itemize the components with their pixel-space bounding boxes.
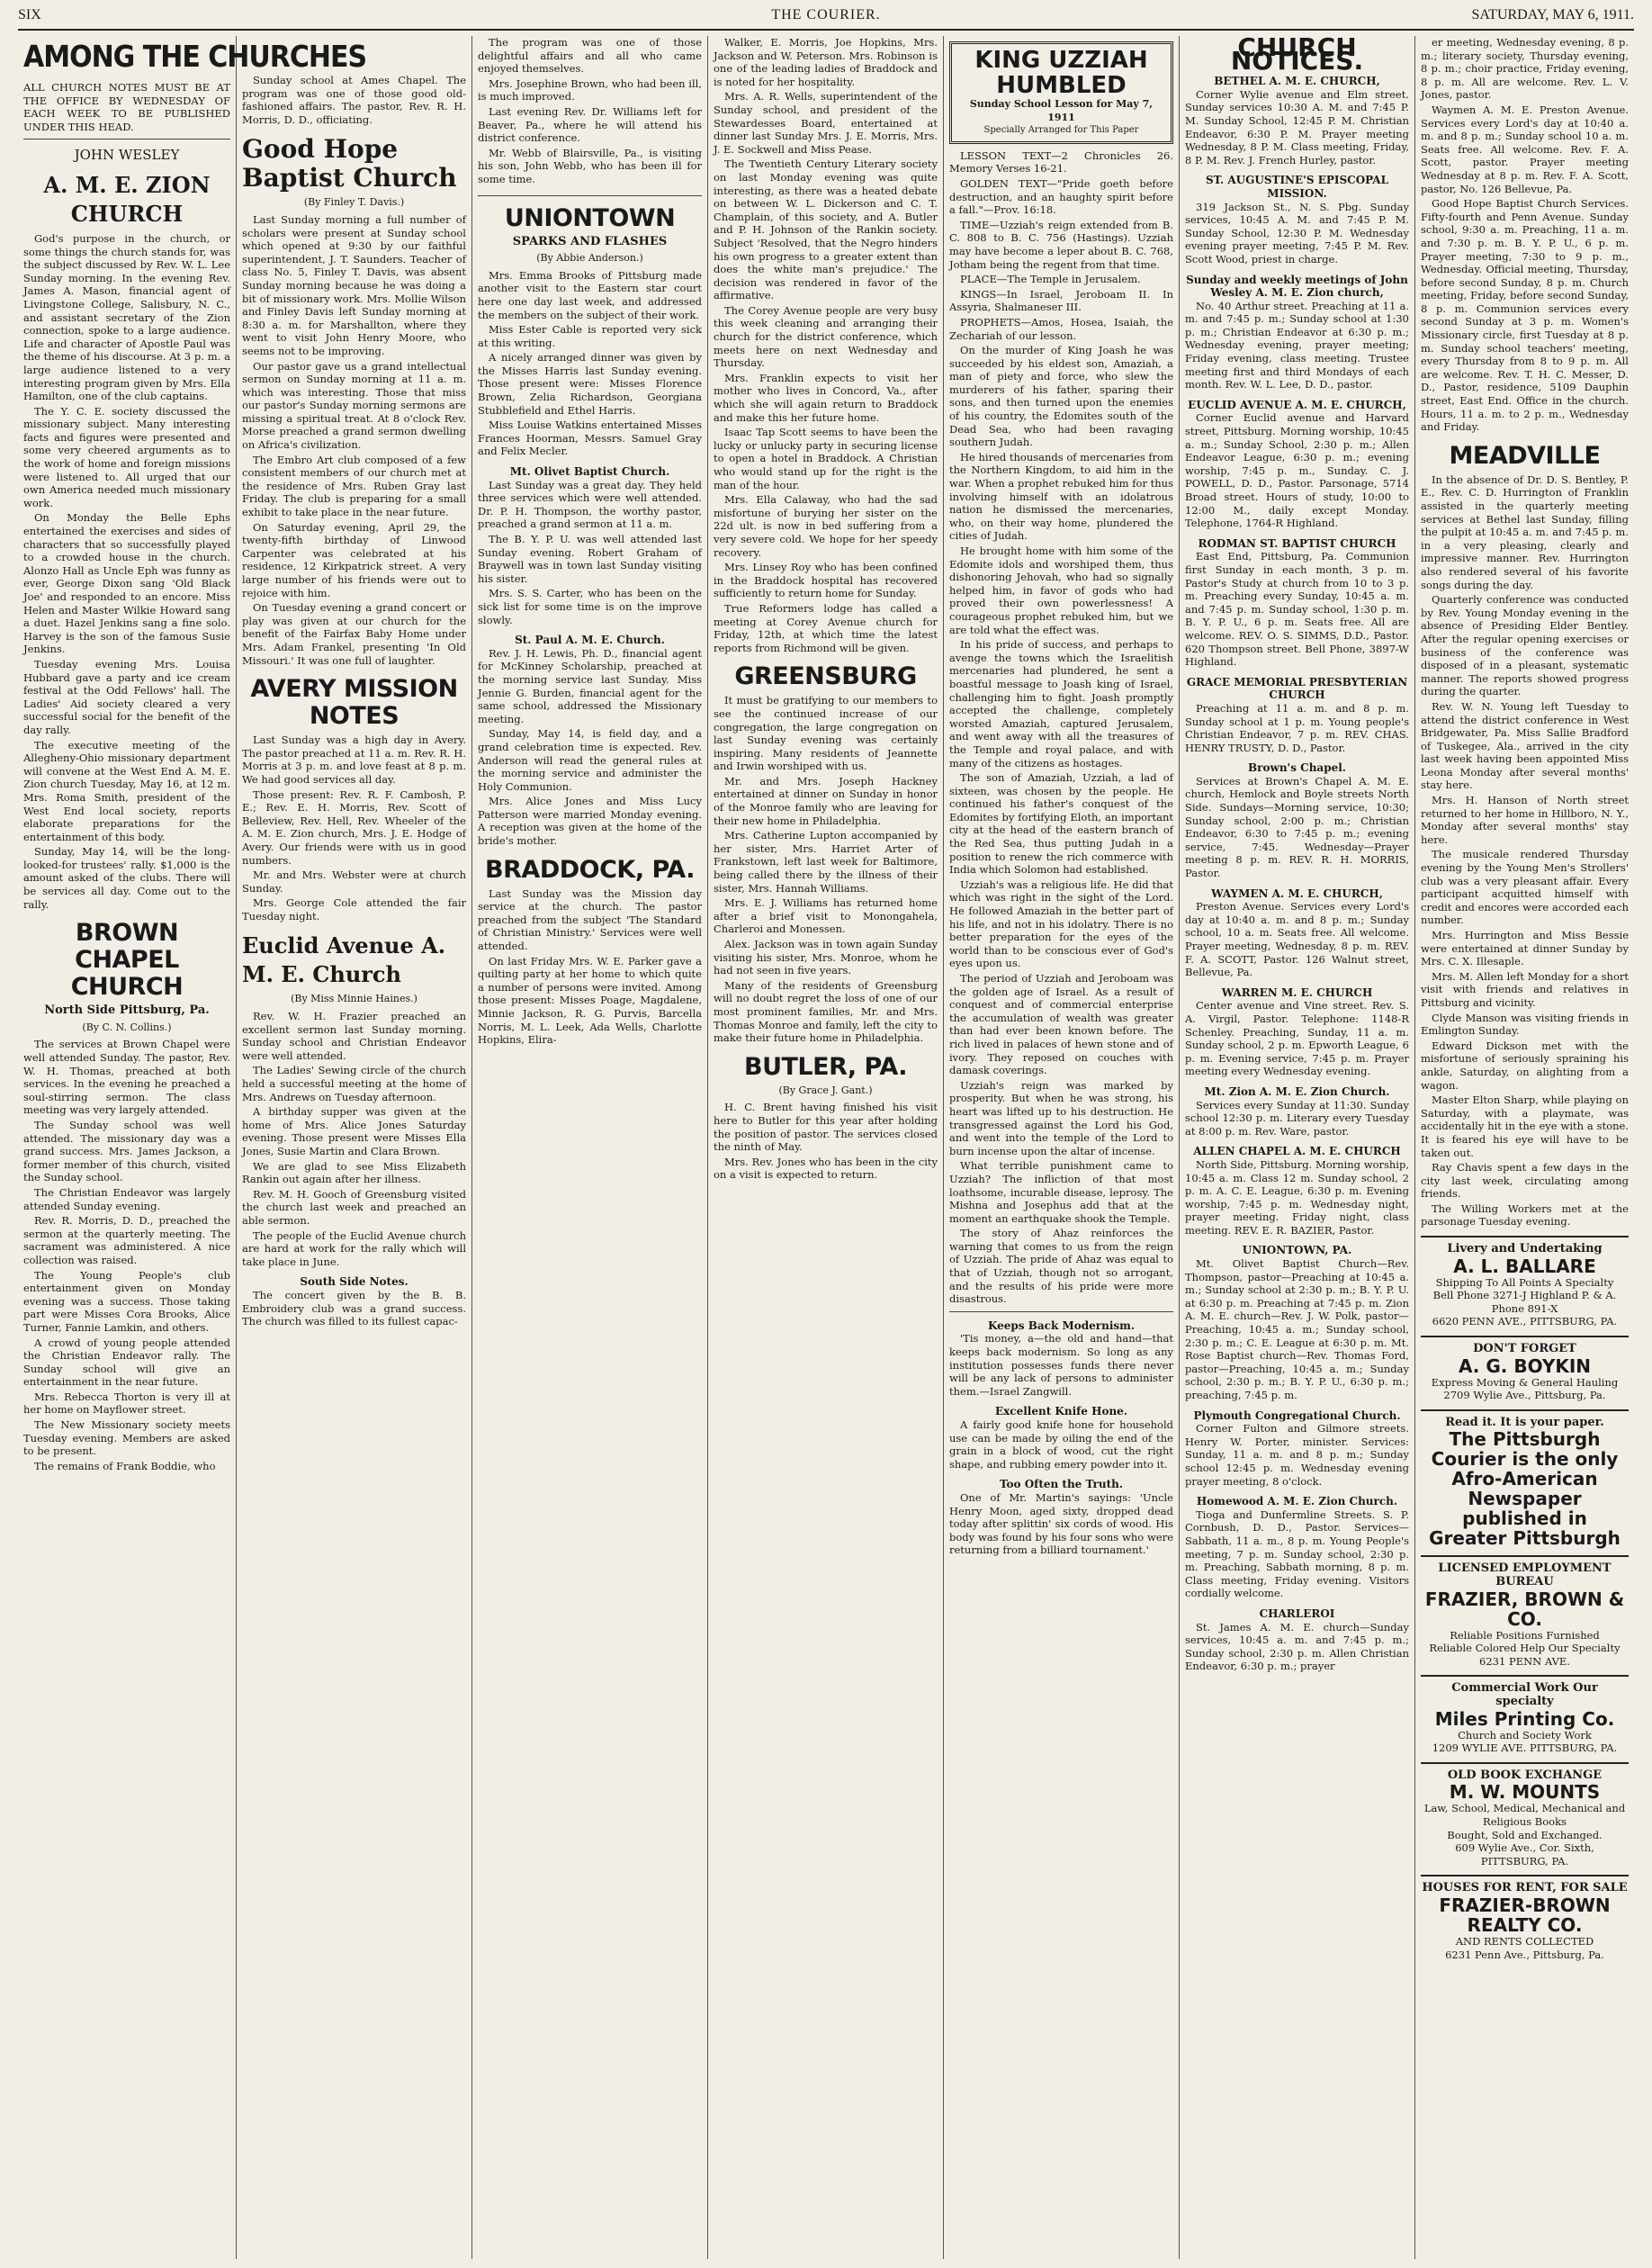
ad-line: Commercial Work Our specialty — [1451, 1681, 1598, 1708]
church-notice — [1185, 274, 1409, 392]
church-notice — [1185, 1607, 1409, 1673]
church-notice — [1185, 1085, 1409, 1138]
lesson-note: Specially Arranged for This Paper — [983, 125, 1139, 136]
article-paragraph: We are glad to see Miss Elizabeth Rankin out again after her illness. — [242, 1159, 466, 1186]
church-heading: A. M. E. ZION CHURCH — [43, 171, 211, 227]
article-paragraph: The Sunday school was well attended. The missionary day was a grand success. Mrs. James Jackson, a former member of this church, visited the Sunday school. — [23, 1119, 230, 1184]
article-paragraph: Mrs. Rev. Jones who has been in the city on a visit is expected to return. — [714, 1155, 938, 1182]
church-notice-text: St. James A. M. E. church—Sunday services, 10:45 a. m. and 7:45 p. m.; Sunday school, 2:30 p. m. Allen Christian Endeavor, 6:30 p. m.; prayer — [1185, 1620, 1409, 1673]
article-paragraph: What terrible punishment came to Uzziah? The infliction of that most loathsome, incurable disease, leprosy. The Mishna and Josephus add that at the moment an earthquake shook the Temple. — [949, 1159, 1173, 1225]
advertiser-name: Miles Printing Co. — [1434, 1707, 1615, 1730]
article-paragraph: He brought home with him some of the Edomite idols and worshiped them, thus dishonoring Jehovah, who had so signally helped him, in favor of gods who had proved their own powerlessness! A courageous prophet rebuked him, but we are told what the effect was. — [949, 544, 1173, 636]
byline: (By Finley T. Davis.) — [303, 196, 405, 209]
church-notice — [1185, 1145, 1409, 1237]
article-paragraph: On Monday the Belle Ephs entertained the exercises and sides of characters that so successfully played to a crowded house in the church. Alonzo Hall as Uncle Eph was funny as ever, George Dixon sang 'Old Black Joe' and responded to an encore. Miss Helen and Master Wilkie Howard sang a duet. Hazel Jenkins sang a fine solo. Harvey is the son of the famous Susie Jenkins. — [23, 511, 230, 656]
church-notice-text: Services every Sunday at 11:30. Sunday school 12:30 p. m. Literary every Tuesday at 8:00 p. m. Rev. Ware, pastor. — [1185, 1098, 1409, 1138]
filler-heading: Excellent Knife Hone. — [994, 1405, 1127, 1418]
byline: (By C. N. Collins.) — [82, 1021, 172, 1033]
church-notice-name: Homewood A. M. E. Zion Church. — [1196, 1495, 1398, 1508]
church-notice — [1185, 1244, 1409, 1401]
ad-line: 6620 PENN AVE., PITTSBURG, PA. — [1432, 1315, 1618, 1328]
article-paragraph: Master Elton Sharp, while playing on Saturday, with a playmate, was accidentally hit in the eye with a stone. It is feared his eye will have to be taken out. — [1421, 1094, 1629, 1159]
lesson-subtitle: Sunday School Lesson for May 7, 1911 — [969, 98, 1154, 123]
article-paragraph: The Willing Workers met at the parsonage Tuesday evening. — [1421, 1202, 1629, 1228]
article-paragraph: Miss Louise Watkins entertained Misses Frances Hoorman, Messrs. Samuel Gray and Felix Mecler. — [478, 418, 702, 458]
ad-line: Law, School, Medical, Mechanical and Religious Books — [1423, 1802, 1626, 1828]
ad-line: Express Moving & General Hauling — [1431, 1375, 1619, 1389]
filler-heading: Too Often the Truth. — [999, 1478, 1124, 1491]
advertisement — [1421, 1555, 1629, 1668]
article-paragraph: The services at Brown Chapel were well attended Sunday. The pastor, Rev. W. H. Thomas, preached at both services. In the evening he preached a soul-stirring sermon. The class meeting was very largely attended. — [23, 1038, 230, 1117]
article-paragraph: Uzziah's reign was marked by prosperity. But when he was strong, his heart was lifted up to his destruction. He transgressed against the Lord his God, and went into the temple of the Lord to burn incense upon the altar of incense. — [949, 1078, 1173, 1157]
church-notice-name: ALLEN CHAPEL A. M. E. CHURCH — [1193, 1145, 1401, 1158]
byline: (By Miss Minnie Haines.) — [291, 993, 417, 1005]
advertisement — [1421, 1409, 1629, 1549]
town-heading: GREENSBURG — [734, 662, 917, 691]
ad-line: AND RENTS COLLECTED — [1455, 1934, 1594, 1948]
article-paragraph: Mrs. M. Allen left Monday for a short visit with friends and relatives in Pittsburg and vicinity. — [1421, 969, 1629, 1009]
article-paragraph: Good Hope Baptist Church Services. Fifty-fourth and Penn Avenue. Sunday school, 9:30 a. m. Preaching, 11 a. m. and 7:30 p. m. B. Y. P. U., 6 p. m. Prayer meeting, 7:30 to 9 p. m., Wednesday. Official meeting, Thursday, before second Sunday, 8 p. m. Church meeting, Friday, before second Sunday, 8 p. m. Communion services every second Sunday at 3 p. m. Women's Missionary circle, first Tuesday at 8 p. m. Sunday school teachers' meeting, every Thursday from 8 to 9 p. m. All are welcome. Rev. T. H. C. Messer, D. D., Pastor, residence, 5109 Dauphin street, East End. Office in the church. Hours, 11 a. m. to 2 p. m., Wednesday and Friday. — [1421, 197, 1629, 434]
article-paragraph: Mrs. Emma Brooks of Pittsburg made another visit to the Eastern star court here one day last week, and addressed the members on the subject of their work. — [478, 268, 702, 321]
article-paragraph: Mrs. A. R. Wells, superintendent of the Sunday school, and president of the Stewardesses Board, entertained at dinner last Sunday Mrs. J. E. Morris, Mrs. J. E. Sockwell and Miss Pease. — [714, 90, 938, 156]
advertisement — [1421, 1336, 1629, 1402]
church-notice-text: Corner Wylie avenue and Elm street. Sunday services 10:30 A. M. and 7:45 P. M. Sunday School, 12:45 P. M. Christian Endeavor, 6:30 P. M. Prayer meeting Wednesday, 8 P. M. Class meeting, Friday, 8 P. M. Rev. J. French Hurley, pastor. — [1185, 87, 1409, 166]
article-paragraph: Last evening Rev. Dr. Williams left for Beaver, Pa., where he will attend his district conference. — [478, 104, 702, 145]
church-notice-text: Tioga and Dunfermline Streets. S. P. Cornbush, D. D., Pastor. Services—Sabbath, 11 a. m., 8 p. m. Young People's meeting, 7 p. m. Sunday school, 2:30 p. m. Preaching, Sabbath morning, 8 p. m. Class meeting, Friday evening. Visitors cordially welcome. — [1185, 1508, 1409, 1600]
church-notice-name: ST. AUGUSTINE'S EPISCOPAL MISSION. — [1205, 174, 1389, 200]
advertisement — [1421, 1762, 1629, 1868]
church-notice-text: Corner Fulton and Gilmore streets. Henry W. Porter, minister. Services: Sunday, 11 a. m. and 8 p. m.; Sunday school 12:45 p. m. Wednesday evening prayer meeting, 8 o'clock. — [1185, 1422, 1409, 1488]
article-paragraph: PROPHETS—Amos, Hosea, Isaiah, the Zechariah of our lesson. — [949, 315, 1173, 342]
church-notice-text: No. 40 Arthur street. Preaching at 11 a. m. and 7:45 p. m.; Sunday school at 1:30 p. m.; Christian Endeavor at 6:30 p. m.; Wednesday evening, prayer meeting; Friday evening, class meeting. Trustee meeting first and third Mondays of each month. Rev. W. L. Lee, D. D., pastor. — [1185, 299, 1409, 392]
church-notice — [1185, 537, 1409, 669]
article-paragraph: Ray Chavis spent a few days in the city last week, circulating among friends. — [1421, 1161, 1629, 1201]
ad-line: 609 Wylie Ave., Cor. Sixth, PITTSBURG, PA. — [1455, 1841, 1594, 1868]
article-paragraph: A nicely arranged dinner was given by the Misses Harris last Sunday evening. Those present were: Misses Florence Brown, Zelia Richardson, Georgiana Stubblefield and Ethel Harris. — [478, 351, 702, 417]
column-5 — [944, 36, 1179, 2259]
article-paragraph: Mrs. Franklin expects to visit her mother who lives in Concord, Va., after which she will again return to Braddock and make this her future home. — [714, 371, 938, 424]
section-subhead: Mt. Olivet Baptist Church. — [509, 465, 670, 479]
article-paragraph: PLACE—The Temple in Jerusalem. — [960, 273, 1141, 286]
article-paragraph: It must be gratifying to our members to see the continued increase of our congregation, the large congregation on last Sunday evening was certainly inspiring. Many residents of Jeannette and Irwin worshiped with us. — [714, 694, 938, 773]
church-notices-list — [1185, 75, 1409, 1673]
section-title: AMONG THE CHURCHES — [23, 40, 367, 75]
advertisement — [1421, 1875, 1629, 1961]
article-paragraph: Rev. J. H. Lewis, Ph. D., financial agent for McKinney Scholarship, preached at the morning service last Sunday. Miss Jennie G. Burden, financial agent for the same school, addressed the Missionary meeting. — [478, 646, 702, 725]
article-paragraph: The Corey Avenue people are very busy this week cleaning and arranging their church for the district conference, which meets here on next Wednesday and Thursday. — [714, 303, 938, 370]
church-notice-name: Brown's Chapel. — [1248, 761, 1346, 775]
church-notice — [1185, 887, 1409, 979]
article-paragraph: The Embro Art club composed of a few consistent members of our church met at the residence of Mrs. Ruben Gray last Friday. The club is preparing for a small exhibit to take place in the near future. — [242, 453, 466, 519]
ad-line: Reliable Positions Furnished — [1450, 1628, 1600, 1642]
article-paragraph: Rev. W. N. Young left Tuesday to attend the district conference in West Bridgewater, Pa. Miss Sallie Bradford of Tuskegee, Ala., arrived in the city last week having been appointed Miss Leona Monday after several months' stay here. — [1421, 699, 1629, 792]
ad-line: 6231 PENN AVE. — [1479, 1654, 1570, 1668]
article-paragraph: The story of Ahaz reinforces the warning that comes to us from the reign of Uzziah. The pride of Ahaz was equal to that of Uzziah, though not so arrogant, and the results of his pride were more disastrous. — [949, 1227, 1173, 1306]
article-paragraph: Mrs. S. S. Carter, who has been on the sick list for some time is on the improve slowly. — [478, 587, 702, 626]
church-notice-text: East End, Pittsburg, Pa. Communion first Sunday in each month, 3 p. m. Pastor's Study at church from 10 to 3 p. m. Preaching every Sunday, 10:45 a. m. and 7:45 p. m. Sunday school, 1:30 p. m. B. Y. P. U., 6 p. m. Seats free. All are welcome. REV. O. S. SIMMS, D.D., Pastor. 620 Thompson street. Bell Phone, 3897-W Highland. — [1185, 550, 1409, 669]
article-paragraph: The Young People's club entertainment given on Monday evening was a success. Those taking part were Misses Cora Brooks, Alice Turner, Fannie Lamkin, and others. — [23, 1268, 230, 1334]
ad-line: HOUSES FOR RENT, FOR SALE — [1422, 1881, 1628, 1895]
article-paragraph: Isaac Tap Scott seems to have been the lucky or unlucky party in securing license to open a hotel in Braddock. A Christian who would stand up for the right is the man of the hour. — [714, 426, 938, 491]
article-paragraph: On Tuesday evening a grand concert or play was given at our church for the benefit of the Fairfax Baby Home under Mrs. Adam Frankel, presenting 'In Old Missouri.' It was one full of laughter. — [242, 601, 466, 667]
church-notice-name: WARREN M. E. CHURCH — [1221, 986, 1373, 999]
church-heading: BROWN CHAPEL CHURCH — [70, 919, 184, 1002]
article-paragraph: The Christian Endeavor was largely attended Sunday evening. — [23, 1185, 230, 1212]
article-paragraph: A birthday supper was given at the home of Mrs. Alice Jones Saturday evening. Those present were Misses Ella Jones, Susie Martin and Clara Brown. — [242, 1105, 466, 1157]
article-paragraph: H. C. Brent having finished his visit here to Butler for this year after holding the position of pastor. The services closed the ninth of May. — [714, 1101, 938, 1154]
article-paragraph: Mr. and Mrs. Webster were at church Sunday. — [242, 868, 466, 895]
advertiser-name: A. G. BOYKIN — [1458, 1354, 1592, 1377]
article-paragraph: Clyde Manson was visiting friends in Emlington Sunday. — [1421, 1011, 1629, 1038]
article-paragraph: Many of the residents of Greensburg will no doubt regret the loss of one of our most prominent families, Mr. and Mrs. Thomas Monroe and family, left the city to make their future home in Philadelphia. — [714, 978, 938, 1045]
article-paragraph: Mrs. Catherine Lupton accompanied by her sister, Mrs. Harriet Arter of Frankstown, left last week for Baltimore, being called there by the illness of their sister, Mrs. Hannah Williams. — [714, 829, 938, 895]
article-paragraph: One of Mr. Martin's sayings: 'Uncle Henry Moon, aged sixty, dropped dead today after splittin' six cords of wood. His body was found by his four sons who were returning from a billiard tournament.' — [949, 1490, 1173, 1557]
paper-name: THE COURIER. — [771, 7, 881, 22]
article-paragraph: A crowd of young people attended the Christian Endeavor rally. The Sunday school will give an entertainment in the near future. — [23, 1336, 230, 1389]
article-paragraph: Mr. Webb of Blairsville, Pa., is visiting his son, John Webb, who has been ill for some time. — [478, 146, 702, 185]
ad-line: OLD BOOK EXCHANGE — [1447, 1768, 1603, 1782]
masthead — [18, 5, 1634, 31]
church-notice — [1185, 986, 1409, 1078]
article-paragraph: Last Sunday was a high day in Avery. The pastor preached at 11 a. m. Rev. R. H. Morris at 3 p. m. and love feast at 8 p. m. We had good services all day. — [242, 734, 466, 786]
article-paragraph: In his pride of success, and perhaps to avenge the towns which the Israelitish mercenaries had plundered, he sent a boastful message to Joash king of Israel, challenging him to fight. Joash promptly accepted the challenge, completely worsted Amaziah, captured Jerusalem, and went away with all the treasures of the Temple and royal palace, and with many of the citizens as hostages. — [949, 638, 1173, 770]
article-paragraph: The New Missionary society meets Tuesday evening. Members are asked to be present. — [23, 1418, 230, 1458]
town-heading: UNIONTOWN — [504, 203, 676, 232]
church-heading: Euclid Avenue A. M. E. Church — [242, 932, 446, 988]
article-paragraph: Mrs. H. Hanson of North street returned to her home in Hillboro, N. Y., Monday after several months' stay here. — [1421, 794, 1629, 846]
church-notice — [1185, 1409, 1409, 1489]
article-paragraph: True Reformers lodge has called a meeting at Corey Avenue church for Friday, 12th, at which time the latest reports from Richmond will be given. — [714, 601, 938, 654]
article-paragraph: Mrs. E. J. Williams has returned home after a brief visit to Monongahela, Charleroi and Monessen. — [714, 896, 938, 936]
page-number: SIX — [18, 7, 41, 22]
article-paragraph: Mrs. Josephine Brown, who had been ill, is much improved. — [478, 76, 702, 104]
article-paragraph: Mrs. George Cole attended the fair Tuesday night. — [242, 896, 466, 922]
article-paragraph: Mrs. Rebecca Thorton is very ill at her home on Mayflower street. — [23, 1390, 230, 1417]
lesson-title: KING UZZIAH HUMBLED — [974, 47, 1148, 99]
church-notice-text: 319 Jackson St., N. S. Pbg. Sunday services, 10:45 A. M. and 7:45 P. M. Sunday School, 12:30 P. M. Wednesday evening prayer meeting, 7:45 P. M. Rev. Scott Wood, priest in charge. — [1185, 200, 1409, 266]
church-notice — [1185, 399, 1409, 530]
church-notice — [1185, 174, 1409, 266]
church-notice-text: Services at Brown's Chapel A. M. E. church, Hemlock and Boyle streets North Side. Sundays—Morning service, 10:30; Sunday school, 2:00 p. m.; Christian Endeavor, 6:30 to 7:45 p. m.; evening service, 7:45. Wednesday—Prayer meeting 8 p. m. REV. R. H. MORRIS, Pastor. — [1185, 774, 1409, 880]
article-paragraph: TIME—Uzziah's reign extended from B. C. 808 to B. C. 756 (Hastings). Uzziah may have become a leper about B. C. 768, Jotham being the regent from that time. — [949, 218, 1173, 271]
article-paragraph: In the absence of Dr. D. S. Bentley, P. E., Rev. C. D. Hurrington of Franklin assisted in the quarterly meeting services at Bethel last Sunday, filling the pulpit at 10:45 a. m. and 7:45 p. m. in a very pleasing, clearly and impressive manner. Rev. Hurrington also rendered several of his favorite songs during the day. — [1421, 472, 1629, 591]
church-notice-name: EUCLID AVENUE A. M. E. CHURCH, — [1188, 398, 1406, 411]
column-7 — [1415, 36, 1634, 2259]
article-paragraph: God's purpose in the church, or some things the church stands for, was the subject discussed by Rev. W. L. Lee Sunday morning. In the evening Rev. James A. Mason, financial agent of Livingstone College, Salisbury, N. C., and assistant secretary of the Zion connection, spoke to a large audience. Life and character of Apostle Paul was the theme of his discourse. At 3 p. m. a large audience listened to a very interesting program given by Mrs. Ella Hamilton, one of the club captains. — [23, 231, 230, 403]
article-paragraph: Sunday, May 14, will be the long-looked-for trustees' rally. $1,000 is the amount asked of the clubs. There will be services all day. Come out to the rally. — [23, 845, 230, 911]
town-heading: BRADDOCK, PA. — [485, 855, 695, 884]
advertisements — [1421, 1236, 1629, 1961]
article-paragraph: Our pastor gave us a grand intellectual sermon on Sunday morning at 11 a. m. which was interesting. Those that miss our pastor's Sunday morning sermons are missing a spiritual treat. At 8 o'clock Rev. Morse preached a grand sermon dwelling on Africa's civilization. — [242, 359, 466, 452]
article-paragraph: Sunday, May 14, is field day, and a grand celebration time is expected. Rev. Anderson will read the general rules at the morning service and administer the Holy Communion. — [478, 727, 702, 793]
article-paragraph: LESSON TEXT—2 Chronicles 26. Memory Verses 16-21. — [949, 148, 1173, 176]
ad-line: Livery and Undertaking — [1447, 1242, 1603, 1256]
ad-line: Bought, Sold and Exchanged. — [1447, 1828, 1603, 1841]
column-6 — [1180, 32, 1414, 2259]
section-subhead: St. Paul A. M. E. Church. — [515, 634, 665, 647]
church-notice-name: UNIONTOWN, PA. — [1242, 1244, 1352, 1257]
article-paragraph: 'Tis money, a—the old and hand—that keeps back modernism. So long as any institution possesses funds there never will be any lack of persons to administer them.—Israel Zangwill. — [949, 1332, 1173, 1398]
ad-line: Bell Phone 3271-J Highland P. & A. Phone 891-X — [1432, 1289, 1617, 1315]
advertiser-name: A. L. BALLARE — [1453, 1255, 1596, 1277]
ad-line: 2709 Wylie Ave., Pittsburg, Pa. — [1443, 1389, 1606, 1402]
church-notice-text: Center avenue and Vine street. Rev. S. A. Virgil, Pastor. Telephone: 1148-R Schenley. Preaching, Sunday, 11 a. m. Sunday school, 2 p. m. Epworth League, 6 p. m. Evening service, 7:45 p. m. Prayer meeting every Wednesday evening. — [1185, 999, 1409, 1078]
article-paragraph: Mrs. Hurrington and Miss Bessie were entertained at dinner Sunday by Mrs. C. X. Illesaple. — [1421, 929, 1629, 968]
article-paragraph: The remains of Frank Boddie, who — [34, 1459, 216, 1472]
column-3 — [472, 36, 707, 2259]
church-subtitle: North Side Pittsburg, Pa. — [44, 1004, 210, 1018]
church-notice-name: Plymouth Congregational Church. — [1193, 1408, 1401, 1422]
ad-line: Reliable Colored Help Our Specialty — [1429, 1642, 1621, 1655]
article-paragraph: Mr. and Mrs. Joseph Hackney entertained at dinner on Sunday in honor of the Monroe family who are leaving for their new home in Philadelphia. — [714, 774, 938, 827]
article-paragraph: On Saturday evening, April 29, the twenty-fifth birthday of Linwood Carpenter was celebrated at his residence, 12 Kirkpatrick street. A very large number of his friends were out to rejoice with him. — [242, 520, 466, 599]
ad-line: 1209 WYLIE AVE. PITTSBURG, PA. — [1432, 1742, 1618, 1755]
article-paragraph: Walker, E. Morris, Joe Hopkins, Mrs. Jackson and W. Peterson. Mrs. Robinson is one of the leading ladies of Braddock and is noted for her hospitality. — [714, 36, 938, 88]
advertiser-name: FRAZIER-BROWN REALTY CO. — [1439, 1894, 1611, 1936]
article-paragraph: He hired thousands of mercenaries from the Northern Kingdom, to aid him in the war. When a prophet rebuked him for thus involving himself with an idolatrous nation he dismissed the mercenaries, who, on their way home, plundered the cities of Judah. — [949, 450, 1174, 543]
byline: (By Abbie Anderson.) — [536, 252, 643, 265]
church-notice — [1185, 1495, 1409, 1600]
church-notice-name: GRACE MEMORIAL PRESBYTERIAN CHURCH — [1186, 675, 1408, 702]
section-subhead: South Side Notes. — [300, 1275, 409, 1289]
church-notice-text: North Side, Pittsburg. Morning worship, 10:45 a. m. Class 12 m. Sunday school, 2 p. m. A. C. E. League, 6:30 p. m. Evening worship, 7:45 p. m. Wednesday night, prayer meeting. Friday night, class meeting. REV. E. R. BAZIER, Pastor. — [1185, 1157, 1409, 1237]
church-notice-name: WAYMEN A. M. E. CHURCH, — [1211, 886, 1383, 900]
ad-line: 6231 Penn Ave., Pittsburg, Pa. — [1445, 1948, 1604, 1961]
article-paragraph: Waymen A. M. E. Preston Avenue. Services every Lord's day at 10:40 a. m. and 8 p. m.; Sunday school 10 a. m. Seats free. All welcome. Rev. F. A. Scott, pastor. Prayer meeting Wednesday at 8 p. m. Rev. F. A. Scott, pastor, No. 126 Bellevue, Pa. — [1421, 103, 1629, 195]
article-paragraph: The people of the Euclid Avenue church are hard at work for the rally which will take place in June. — [242, 1228, 466, 1268]
church-heading: Good Hope Baptist Church — [242, 134, 457, 194]
notices-title: CHURCH NOTICES. — [1230, 32, 1364, 76]
advertiser-name: FRAZIER, BROWN & CO. — [1424, 1588, 1625, 1630]
church-notice-text: Preaching at 11 a. m. and 8 p. m. Sunday school at 1 p. m. Young people's Christian Endeavor, 7 p. m. REV. CHAS. HENRY TRUSTY, D. D., Pastor. — [1185, 701, 1409, 754]
article-paragraph: Mrs. Ella Calaway, who had the sad misfortune of burying her sister on the 22d ult. is now in bed suffering from a very severe cold. We hope for her speedy recovery. — [714, 493, 938, 559]
church-notice-name: Mt. Zion A. M. E. Zion Church. — [1204, 1084, 1390, 1098]
article-paragraph: Miss Ester Cable is reported very sick at this writing. — [478, 323, 702, 349]
advertisement — [1421, 1675, 1629, 1754]
advertisement — [1421, 1236, 1629, 1328]
article-paragraph: Tuesday evening Mrs. Louisa Hubbard gave a party and ice cream festival at the Odd Fellows' hall. The Ladies' Aid society cleared a very successful social for the benefit of the day rally. — [23, 657, 230, 736]
article-paragraph: A fairly good knife hone for household use can be made by oiling the end of the grain in a block of wood, cut the right shape, and rubbing emery powder into it. — [949, 1418, 1173, 1471]
article-paragraph: Rev. R. Morris, D. D., preached the sermon at the quarterly meeting. The sacrament was administered. A nice collection was raised. — [23, 1214, 230, 1266]
ad-line: DON'T FORGET — [1473, 1342, 1576, 1356]
article-paragraph: KINGS—In Israel, Jeroboam II. In Assyria, Shalmaneser III. — [949, 287, 1173, 314]
article-paragraph: The program was one of those delightful affairs and all who came enjoyed themselves. — [478, 36, 702, 76]
church-notice — [1185, 676, 1409, 755]
town-heading: BUTLER, PA. — [744, 1052, 907, 1081]
church-notice-name: CHARLEROI — [1259, 1606, 1335, 1620]
church-notice-name: BETHEL A. M. E. CHURCH, — [1214, 75, 1380, 88]
lesson-box — [949, 41, 1173, 144]
article-paragraph: Rev. W. H. Frazier preached an excellent sermon last Sunday morning. Sunday school and Christian Endeavor were well attended. — [242, 1010, 466, 1062]
article-paragraph: Last Sunday was a great day. They held three services which were well attended. Dr. P. H. Thompson, the worthy pastor, preached a grand sermon at 11 a. m. — [478, 478, 702, 531]
article-paragraph: Quarterly conference was conducted by Rev. Young Monday evening in the absence of Presiding Elder Bentley. After the regular opening exercises or business of the conference was disposed of in a pleasant, systematic manner. The reports showed progress during the quarter. — [1421, 593, 1629, 698]
article-paragraph: Edward Dickson met with the misfortune of seriously spraining his ankle, Saturday, on alighting from a wagon. — [1421, 1039, 1629, 1092]
ad-line: Church and Society Work — [1458, 1728, 1592, 1742]
notice: ALL CHURCH NOTES MUST BE AT THE OFFICE BY WEDNESDAY OF EACH WEEK TO BE PUBLISHED UNDER THIS HEAD. — [23, 81, 230, 140]
article-paragraph: Sunday school at Ames Chapel. The program was one of those good old-fashioned affairs. The pastor, Rev. R. H. Morris, D. D., officiating. — [242, 74, 466, 126]
church-pre-title: JOHN WESLEY — [74, 147, 180, 164]
church-notice-text: Preston Avenue. Services every Lord's day at 10:40 a. m. and 8 p. m.; Sunday school, 10 a. m. Seats free. All welcome. Prayer meeting, Wednesday, 8 p. m. REV. F. A. SCOTT, Pastor. 126 Walnut street, Bellevue, Pa. — [1185, 900, 1409, 979]
article-paragraph: The son of Amaziah, Uzziah, a lad of sixteen, was chosen by the people. He continued his father's conquest of the Edomites by fortifying Eloth, an important city at the head of the eastern branch of the Red Sea, thus putting Judah in a position to renew the rich commerce with India which Solomon had established. — [949, 771, 1173, 877]
ad-line: LICENSED EMPLOYMENT BUREAU — [1438, 1562, 1612, 1588]
article-paragraph: The period of Uzziah and Jeroboam was the golden age of Israel. As a result of conquest and of commercial enterprise the accumulation of wealth was greater than had ever been known before. The rich lived in palaces of hewn stone and of ivory. They reposed on couches with damask coverings. — [949, 972, 1173, 1077]
article-paragraph: The Ladies' Sewing circle of the church held a successful meeting at the home of Mrs. Andrews on Tuesday afternoon. — [242, 1064, 466, 1103]
article-paragraph: Those present: Rev. R. F. Cambosh, P. E.; Rev. E. H. Morris, Rev. Scott of Belleview, Rev. Hell, Rev. Wheeler of the A. M. E. Zion church, Mrs. J. E. Hodge of Avery. Our friends were with us in good numbers. — [242, 788, 466, 867]
church-notice — [1185, 75, 1409, 166]
church-notice-name: RODMAN ST. BAPTIST CHURCH — [1198, 536, 1396, 550]
article-paragraph: Last Sunday morning a full number of scholars were present at Sunday school which opened at 9:30 by our faithful superintendent, J. T. Saunders. Teacher of class No. 5, Finley T. Davis, was absent Sunday morning because he was doing a bit of missionary work. Mrs. Mollie Wilson and Finley Davis left Sunday morning at 8:30 a. m. for Marshallton, where they went to visit John Henry Moore, who seems not to be improving. — [242, 212, 466, 357]
article-paragraph: Alex. Jackson was in town again Sunday visiting his sister, Mrs. Monroe, whom he had not seen in five years. — [714, 938, 938, 977]
article-paragraph: Uzziah's was a religious life. He did that which was right in the sight of the Lord. He followed Amaziah in the better part of his life, and not in his idolatry. There is no better preparation for the eyes of the world than to be conscious ever of God's eyes upon us. — [949, 878, 1173, 970]
advertiser-name: The Pittsburgh Courier is the only Afro-American Newspaper published in Greater Pittsburgh — [1429, 1428, 1621, 1550]
advertiser-name: M. W. MOUNTS — [1449, 1781, 1601, 1804]
article-paragraph: Mrs. Linsey Roy who has been confined in the Braddock hospital has recovered sufficiently to return home for Sunday. — [714, 561, 938, 600]
article-paragraph: The musicale rendered Thursday evening by the Young Men's Strollers' club was a very pleasant affair. Every participant acquitted himself with credit and encores were accorded each number. — [1421, 848, 1629, 927]
ad-line: Shipping To All Points A Specialty — [1435, 1275, 1614, 1289]
article-paragraph: On the murder of King Joash he was succeeded by his eldest son, Amaziah, a man of piety and force, who slew the murderers of his father, sparing their sons, and then turned upon the enemies of his country, the Edomites south of the Dead Sea, who had been ravaging southern Judah. — [949, 344, 1173, 449]
ad-line: Read it. It is your paper. — [1445, 1415, 1604, 1429]
column-4 — [708, 36, 943, 2259]
article-paragraph: On last Friday Mrs. W. E. Parker gave a quilting party at her home to which quite a number of persons were invited. Among those present: Misses Poage, Magdalene, Minnie Jackson, R. G. Purvis, Barcella Norris, M. L. Leek, Ada Wells, Charlotte Hopkins, Elira- — [478, 954, 702, 1047]
issue-date: SATURDAY, MAY 6, 1911. — [1471, 7, 1634, 22]
church-notice-text: Mt. Olivet Baptist Church—Rev. Thompson, pastor—Preaching at 10:45 a. m.; Sunday school at 2:30 p. m.; B. Y. P. U. at 6:30 p. m. Preaching at 7:45 p. m. Zion A. M. E. church—Rev. J. W. Polk, pastor—Preaching, 10:45 a. m.; Sunday school, 2:30 p. m.; C. E. League at 6:30 p. m. Mt. Rose Baptist church—Rev. Thomas Ford, pastor—Preaching, 10:45 a. m.; Sunday school, 2:30 p. m.; B. Y. P. U., 6:30 p. m.; preaching, 7:45 p. m. — [1185, 1257, 1409, 1401]
article-paragraph: The Twentieth Century Literary society on last Monday evening was quite interesting, as there was a heated debate on between W. L. Dickerson and C. T. Champlain, of this society, and A. Butler and P. H. Johnson of the Rankin society. Subject 'Resolved, that the Negro hinders his own progress to a greater extent than does the white man's prejudice.' The decision was rendered in favor of the affirmative. — [714, 158, 938, 302]
article-paragraph: The executive meeting of the Allegheny-Ohio missionary department will convene at the West End A. M. E. Zion church Tuesday, May 16, at 12 m. Mrs. Roma Smith, president of the West End local society, reports elaborate preparations for the entertainment of this body. — [23, 738, 230, 843]
article-paragraph: er meeting, Wednesday evening, 8 p. m.; literary society, Thursday evening, 8 p. m.; choir practice, Friday evening, 8 p. m. All are welcome. Rev. L. V. Jones, pastor. — [1421, 36, 1629, 102]
byline: (By Grace J. Gant.) — [778, 1084, 873, 1096]
town-heading: MEADVILLE — [1449, 441, 1601, 470]
article-paragraph: The Y. C. E. society discussed the missionary subject. Many interesting facts and figures were presented and some very cheered arguments as to the work of home and foreign missions were listened to. All urged that our own America needed much missionary work. — [23, 404, 230, 509]
article-paragraph: The B. Y. P. U. was well attended last Sunday evening. Robert Graham of Braywell was in town last Sunday visiting his sister. — [478, 533, 702, 585]
church-notice-name: Sunday and weekly meetings of John Wesley A. M. E. Zion church, — [1186, 273, 1408, 300]
church-notice-text: Corner Euclid avenue and Harvard street, Pittsburg. Morning worship, 10:45 a. m.; Sunday School, 2:30 p. m.; Allen Endeavor League, 6:30 p. m.; evening worship, 7:45 p. m., Sunday. C. J. POWELL, D. D., Pastor. Parsonage, 5714 Broad street. Hours of study, 10:00 to 12:00 M., daily except Monday. Telephone, 1764-R Highland. — [1185, 411, 1409, 530]
church-heading: AVERY MISSION NOTES — [250, 675, 458, 731]
article-paragraph: The concert given by the B. B. Embroidery club was a grand success. The church was filled to its fullest capac- — [242, 1288, 466, 1328]
section-subtitle: SPARKS AND FLASHES — [512, 234, 668, 248]
article-paragraph: Rev. M. H. Gooch of Greensburg visited the church last week and preached an able sermon. — [242, 1187, 466, 1227]
church-notice — [1185, 761, 1409, 879]
filler-heading: Keeps Back Modernism. — [987, 1318, 1136, 1332]
article-paragraph: Mrs. Alice Jones and Miss Lucy Patterson were married Monday evening. A reception was given at the home of the bride's mother. — [478, 795, 702, 848]
article-paragraph: GOLDEN TEXT—"Pride goeth before destruction, and an haughty spirit before a fall."—Prov. 16:18. — [949, 176, 1173, 217]
article-paragraph: Last Sunday was the Mission day service at the church. The pastor preached from the subject 'The Standard of Christian Ministry.' Services were well attended. — [478, 886, 702, 953]
column-2 — [237, 36, 471, 2259]
